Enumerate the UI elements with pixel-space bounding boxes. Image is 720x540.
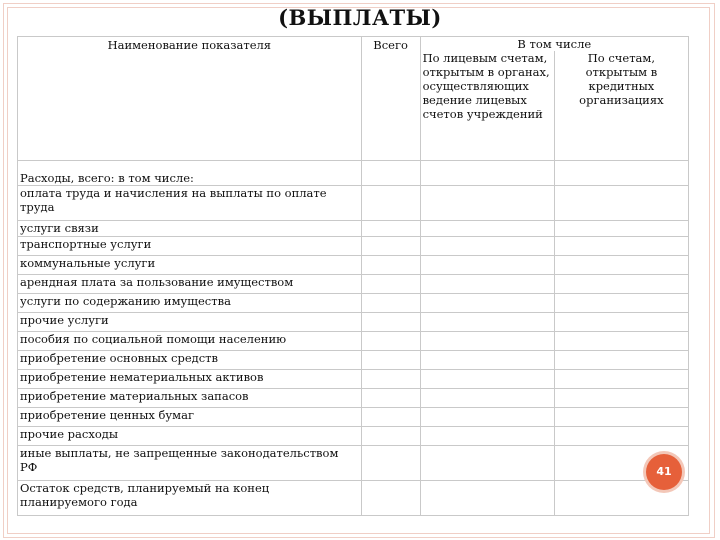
table-row — [18, 161, 689, 186]
table-row — [18, 221, 689, 237]
payments-table — [17, 36, 689, 516]
row-label: Остаток средств, планируемый на конец планируемого года — [18, 481, 362, 516]
row-label: прочие расходы — [18, 427, 362, 446]
cell-personal-accounts — [420, 237, 554, 256]
cell-total — [361, 351, 420, 370]
row-label: оплата труда и начисления на выплаты по оплате труда — [18, 186, 362, 221]
row-label: пособия по социальной помощи населению — [18, 332, 362, 351]
cell-personal-accounts — [420, 275, 554, 294]
cell-total — [361, 446, 420, 481]
cell-credit-accounts — [554, 256, 688, 275]
row-label: услуги связи — [18, 221, 362, 237]
header-including: В том числе — [420, 37, 688, 52]
page-title: (ВЫПЛАТЫ) — [278, 5, 442, 30]
cell-credit-accounts — [554, 161, 688, 186]
row-label: приобретение материальных запасов — [18, 389, 362, 408]
cell-personal-accounts — [420, 481, 554, 516]
cell-total — [361, 370, 420, 389]
table-row — [18, 237, 689, 256]
cell-total — [361, 389, 420, 408]
row-label: Расходы, всего: в том числе: — [18, 161, 362, 186]
table-row — [18, 186, 689, 221]
cell-personal-accounts — [420, 389, 554, 408]
table-row — [18, 408, 689, 427]
cell-credit-accounts — [554, 275, 688, 294]
cell-total — [361, 332, 420, 351]
cell-credit-accounts — [554, 237, 688, 256]
cell-total — [361, 256, 420, 275]
table-row — [18, 370, 689, 389]
row-label: транспортные услуги — [18, 237, 362, 256]
row-label: коммунальные услуги — [18, 256, 362, 275]
cell-personal-accounts — [420, 186, 554, 221]
cell-total — [361, 313, 420, 332]
header-total: Всего — [361, 37, 420, 161]
cell-total — [361, 186, 420, 221]
cell-personal-accounts — [420, 313, 554, 332]
cell-total — [361, 427, 420, 446]
cell-credit-accounts — [554, 351, 688, 370]
table-row — [18, 446, 689, 481]
cell-total — [361, 161, 420, 186]
row-label: приобретение нематериальных активов — [18, 370, 362, 389]
table-row — [18, 256, 689, 275]
table-row — [18, 481, 689, 516]
cell-credit-accounts — [554, 332, 688, 351]
cell-personal-accounts — [420, 446, 554, 481]
row-label: приобретение основных средств — [18, 351, 362, 370]
cell-personal-accounts — [420, 351, 554, 370]
header-name: Наименование показателя — [18, 37, 362, 161]
table-row — [18, 332, 689, 351]
cell-credit-accounts — [554, 389, 688, 408]
cell-credit-accounts — [554, 408, 688, 427]
table-body — [18, 161, 689, 516]
table-row — [18, 389, 689, 408]
cell-credit-accounts — [554, 294, 688, 313]
cell-credit-accounts — [554, 221, 688, 237]
cell-total — [361, 237, 420, 256]
table-row — [18, 427, 689, 446]
cell-credit-accounts — [554, 427, 688, 446]
cell-total — [361, 275, 420, 294]
table-row — [18, 294, 689, 313]
cell-total — [361, 408, 420, 427]
cell-personal-accounts — [420, 221, 554, 237]
cell-personal-accounts — [420, 427, 554, 446]
cell-total — [361, 221, 420, 237]
header-credit-accounts: По счетам, открытым в кредитных организациях — [554, 51, 688, 161]
table-row — [18, 351, 689, 370]
cell-total — [361, 294, 420, 313]
row-label: иные выплаты, не запрещенные законодательством РФ — [18, 446, 362, 481]
cell-total — [361, 481, 420, 516]
page-number-badge: 41 — [646, 454, 682, 490]
row-label: арендная плата за пользование имуществом — [18, 275, 362, 294]
table-row — [18, 275, 689, 294]
row-label: прочие услуги — [18, 313, 362, 332]
cell-personal-accounts — [420, 256, 554, 275]
cell-personal-accounts — [420, 294, 554, 313]
row-label: приобретение ценных бумаг — [18, 408, 362, 427]
cell-personal-accounts — [420, 332, 554, 351]
cell-personal-accounts — [420, 408, 554, 427]
cell-credit-accounts — [554, 370, 688, 389]
cell-personal-accounts — [420, 370, 554, 389]
cell-personal-accounts — [420, 161, 554, 186]
row-label: услуги по содержанию имущества — [18, 294, 362, 313]
table-row — [18, 313, 689, 332]
cell-credit-accounts — [554, 186, 688, 221]
header-personal-accounts: По лицевым счетам, открытым в органах, осуществляющих ведение лицевых счетов учреждений — [420, 51, 554, 161]
cell-credit-accounts — [554, 313, 688, 332]
